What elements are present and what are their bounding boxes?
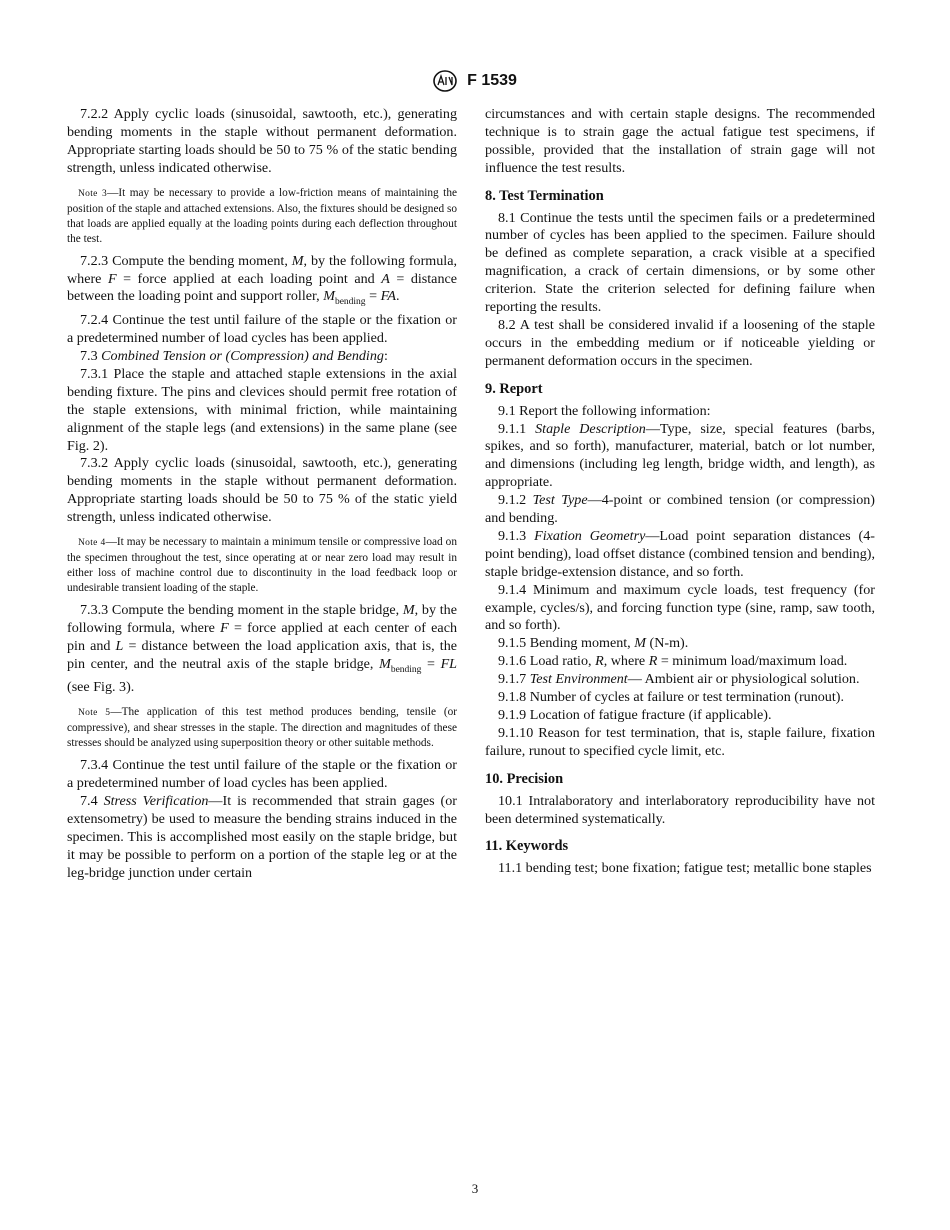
section-7-4-continued: circumstances and with certain staple designs. The recommended technique is to strain gage the actual fatigue test specimens, if possible, provided that the installation of strain gage will not influence the test results. [485,106,875,176]
heading-test-termination: 8. Test Termination [485,187,604,204]
section-7-2-4: 7.2.4 Continue the test until failure of the staple or the fixation or a predetermined number of load cycles has been applied. [67,312,457,347]
note-4 [67,535,457,596]
section-10-1: 10.1 Intralaboratory and interlaboratory reproducibility have not been determined systematically. [485,792,875,827]
note-3-text: —It may be necessary to provide a low-friction means of maintaining the position of the staple and attached extensions. Also, the fixtures should be designed so that loads are applied equally at the loading points during each deflection throughout the test. [67,186,457,245]
section-7-2-3: 7.2.3 Compute the bending moment, M, by the following formula, where F = force applied at each loading point and A = distance between the loading point and support roller, $M_{bending}$ = FA. [67,252,457,308]
section-7-3: 7.3 Combined Tension or (Compression) and Bending: [80,347,388,364]
note-3 [67,186,457,247]
section-9-1-5: 9.1.5 Bending moment, M (N-m). [498,635,689,652]
section-7-4: 7.4 Stress Verification—It is recommended that strain gages (or extensometry) be used to measure the bending strains induced in the specimen. This is accomplished most easily on the staple bridge, but it may be possible to perform on a portion of the staple leg or at the leg-bridge junction under certain [67,793,457,881]
section-9-1-7: 9.1.7 Test Environment— Ambient air or physiological solution. [498,671,860,688]
note-5-label: Note 5 [78,708,111,719]
section-9-1-3: 9.1.3 Fixation Geometry—Load point separation distances (4-point bending), load offset distance (combined tension and bending), staple bridge-extension distance, and so forth. [485,527,875,580]
note-5 [67,705,457,751]
note-3-label: Note 3 [78,188,108,199]
heading-keywords: 11. Keywords [485,838,569,855]
right-column [485,106,875,878]
section-9-1-9: 9.1.9 Location of fatigue fracture (if applicable). [498,707,772,723]
note-4-label: Note 4 [78,538,106,549]
section-9-1-6: 9.1.6 Load ratio, R, where R = minimum load/maximum load. [498,653,848,670]
section-11-1: 11.1 bending test; bone fixation; fatigue test; metallic bone staples [498,860,872,877]
standard-designation: F 1539 [467,72,517,89]
section-7-3-3: 7.3.3 Compute the bending moment in the staple bridge, M, by the following formula, where F = force applied at each center of each pin and L = distance between the load application axis, that is, the pin center, and the neutral axis of the staple bridge, $M_{bending}$ = FL (see Fig. 3). [67,602,458,696]
left-column [67,106,457,883]
section-7-3-4: 7.3.4 Continue the test until failure of the staple or the fixation or a predetermined number of load cycles has been applied. [67,757,457,792]
note-5-text: —The application of this test method produces bending, tensile (or compressive), and shear stresses in the staple. The direction and magnitudes of these stresses should be analyzed using superposition theory or other suitable methods. [67,706,457,750]
section-9-1-8: 9.1.8 Number of cycles at failure or test termination (runout). [498,689,844,706]
section-8-2: 8.2 A test shall be considered invalid if a loosening of the staple occurs in the embedding medium or if noticeable yielding or permanent deformation occurs in the specimen. [485,316,875,369]
section-9-1-4: 9.1.4 Minimum and maximum cycle loads, test frequency (for example, cycles/s), and forcing function type (sine, ramp, saw tooth, and so forth). [485,581,875,634]
section-8-1: 8.1 Continue the tests until the specimen fails or a predetermined number of cycles has been applied to the specimen. Failure should be defined as complete separation, a crack visible at a specified magnification, a crack of certain dimensions, or by some other criterion. State the criterion selected for defining failure when reporting the results. [485,209,875,316]
section-9-1-1: 9.1.1 Staple Description—Type, size, special features (barbs, spikes, and so forth), manufacturer, material, batch or lot number, and dimensions (including leg length, bridge width, and length), as appropriate. [485,420,875,491]
section-7-2-2: 7.2.2 Apply cyclic loads (sinusoidal, sawtooth, etc.), generating bending moments in the staple without permanent deformation. Appropriate starting loads should be 50 to 75 % of the static bending strength, unless indicated otherwise. [67,106,457,176]
note-4-text: —It may be necessary to maintain a minimum tensile or compressive load on the specimen throughout the test, since operating at or near zero load may result in either loss of machine control due to discontinuity in the load feedback loop or undesirable transient loading of the staple. [67,536,457,595]
heading-report: 9. Report [485,380,543,397]
page-number: 3 [471,1181,479,1196]
section-9-1: 9.1 Report the following information: [498,402,711,419]
section-9-1-2: 9.1.2 Test Type—4-point or combined tension (or compression) and bending. [485,492,875,527]
astm-logo-icon [433,70,457,92]
section-9-1-10: 9.1.10 Reason for test termination, that is, staple failure, fixation failure, runout to specified cycle limit, etc. [485,724,875,759]
section-7-3-1: 7.3.1 Place the staple and attached staple extensions in the axial bending fixture. The pins and clevices should permit free rotation of the staple extensions, with minimal friction, while maintaining alignment of the staple legs (and extensions) in the same plane (see Fig. 2). [67,365,457,454]
section-7-3-2: 7.3.2 Apply cyclic loads (sinusoidal, sawtooth, etc.), generating bending moments in the staple without permanent deformation. Appropriate starting loads should be 50 to 75 % of the static yield strength, unless indicated otherwise. [67,455,457,526]
page-header [0,70,950,92]
heading-precision: 10. Precision [485,770,564,787]
